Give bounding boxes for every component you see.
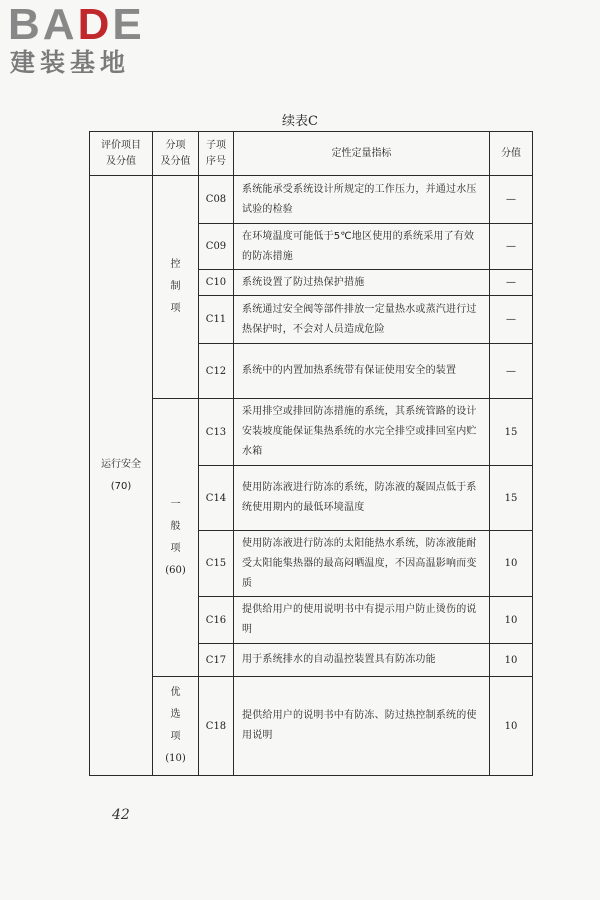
item-indicator: 提供给用户的说明书中有防冻、防过热控制系统的使用说明 bbox=[234, 677, 490, 776]
item-indicator: 系统中的内置加热系统带有保证使用安全的装置 bbox=[234, 344, 490, 399]
table-caption: 续表C bbox=[282, 114, 318, 129]
header-subcategory: 分项 及分值 bbox=[153, 132, 199, 176]
logo-wordmark: BADE bbox=[8, 0, 145, 49]
logo-subtitle: 建装基地 bbox=[10, 48, 131, 77]
item-code: C08 bbox=[199, 176, 234, 224]
header-row bbox=[90, 132, 533, 176]
group-control: 控 制 项 bbox=[153, 176, 199, 399]
header-category: 评价项目 及分值 bbox=[90, 132, 153, 176]
item-score: — bbox=[490, 296, 533, 344]
category-name: 运行安全 bbox=[101, 458, 141, 470]
item-indicator: 在环境温度可能低于5℃地区使用的系统采用了有效的防冻措施 bbox=[234, 224, 490, 270]
category-cell bbox=[90, 176, 153, 776]
item-code: C17 bbox=[199, 644, 234, 677]
table-row bbox=[90, 399, 533, 466]
table-row bbox=[90, 176, 533, 224]
item-code: C11 bbox=[199, 296, 234, 344]
item-code: C15 bbox=[199, 531, 234, 597]
header-item-no: 子项 序号 bbox=[199, 132, 234, 176]
item-indicator: 使用防冻液进行防冻的太阳能热水系统，防冻液能耐受太阳能集热器的最高闷晒温度，不因高温影响而变质 bbox=[234, 531, 490, 597]
item-indicator: 系统能承受系统设计所规定的工作压力，并通过水压试验的检验 bbox=[234, 176, 490, 224]
evaluation-table bbox=[89, 131, 533, 776]
item-score: — bbox=[490, 270, 533, 296]
table-row bbox=[90, 677, 533, 776]
item-code: C14 bbox=[199, 466, 234, 531]
page-number: 42 bbox=[112, 807, 130, 823]
item-indicator: 采用排空或排回防冻措施的系统，其系统管路的设计安装坡度能保证集热系统的水完全排空或排回室内贮水箱 bbox=[234, 399, 490, 466]
group-preferred: 优 选 项 (10) bbox=[153, 677, 199, 776]
item-code: C18 bbox=[199, 677, 234, 776]
item-code: C10 bbox=[199, 270, 234, 296]
group-general: 一 般 项 (60) bbox=[153, 399, 199, 677]
item-score: 10 bbox=[490, 677, 533, 776]
item-code: C12 bbox=[199, 344, 234, 399]
category-score: (70) bbox=[110, 480, 132, 492]
item-score: 10 bbox=[490, 531, 533, 597]
item-indicator: 系统通过安全阀等部件排放一定量热水或蒸汽进行过热保护时，不会对人员造成危险 bbox=[234, 296, 490, 344]
brand-logo bbox=[8, 2, 178, 78]
item-code: C16 bbox=[199, 597, 234, 644]
item-code: C13 bbox=[199, 399, 234, 466]
item-code: C09 bbox=[199, 224, 234, 270]
item-score: 15 bbox=[490, 466, 533, 531]
item-indicator: 系统设置了防过热保护措施 bbox=[234, 270, 490, 296]
item-score: — bbox=[490, 224, 533, 270]
item-score: 10 bbox=[490, 644, 533, 677]
item-indicator: 用于系统排水的自动温控装置具有防冻功能 bbox=[234, 644, 490, 677]
item-indicator: 使用防冻液进行防冻的系统，防冻液的凝固点低于系统使用期内的最低环境温度 bbox=[234, 466, 490, 531]
item-indicator: 提供给用户的使用说明书中有提示用户防止烫伤的说明 bbox=[234, 597, 490, 644]
item-score: — bbox=[490, 176, 533, 224]
item-score: — bbox=[490, 344, 533, 399]
header-indicator: 定性定量指标 bbox=[234, 132, 490, 176]
item-score: 15 bbox=[490, 399, 533, 466]
item-score: 10 bbox=[490, 597, 533, 644]
header-score: 分值 bbox=[490, 132, 533, 176]
